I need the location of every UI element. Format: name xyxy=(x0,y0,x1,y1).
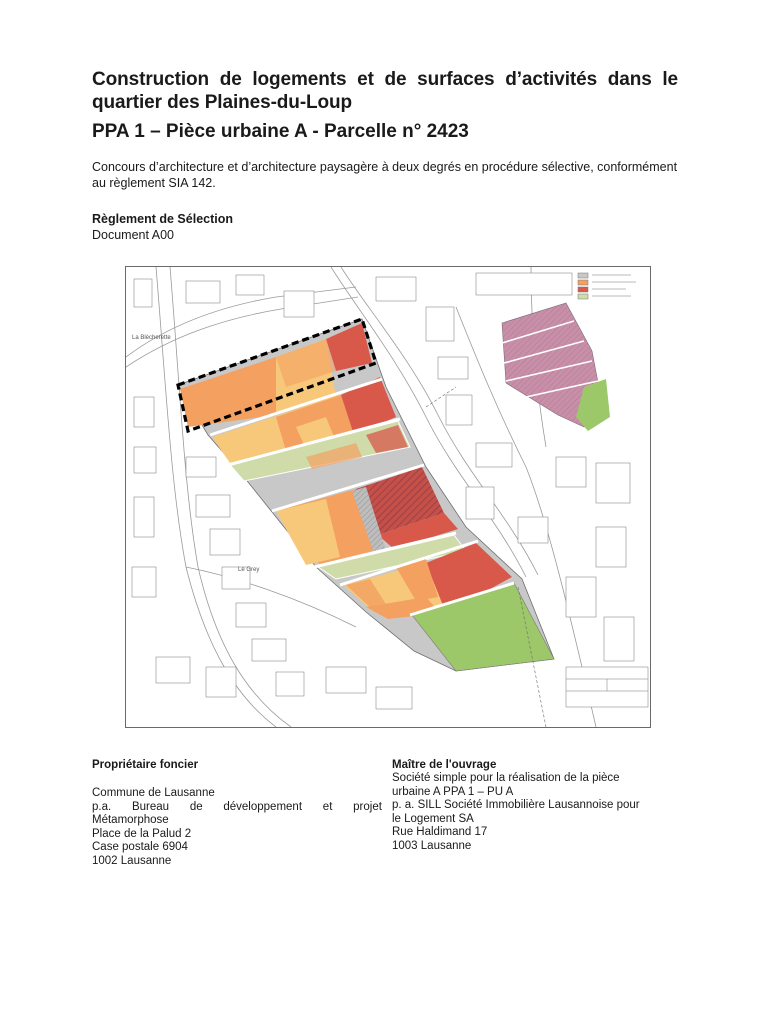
client-line: p. a. SILL Société Immobilière Lausannoise pour xyxy=(392,799,640,812)
place-label-2: Le Grey xyxy=(238,567,260,573)
client-heading: Maître de l'ouvrage xyxy=(392,759,497,771)
owner-heading: Propriétaire foncier xyxy=(92,759,199,771)
selection-document: Document A00 xyxy=(92,228,174,242)
place-label-1: La Blécherette xyxy=(132,335,171,341)
owner-line-text: p.a. Bureau de développement et projet xyxy=(92,800,382,813)
client-line: le Logement SA xyxy=(392,812,474,825)
owner-line: 1002 Lausanne xyxy=(92,854,172,867)
owner-line: Case postale 6904 xyxy=(92,841,188,854)
map-legend xyxy=(476,273,636,299)
owner-line xyxy=(92,801,382,815)
site-plan-map xyxy=(125,266,651,728)
document-title: Construction de logements et de surfaces d’activités dans le quartier des Plaines-du-Loup xyxy=(92,69,678,113)
owner-section xyxy=(92,758,382,869)
owner-line: Métamorphose xyxy=(92,814,169,827)
client-line: urbaine A PPA 1 – PU A xyxy=(392,785,514,798)
document-subtitle: PPA 1 – Pièce urbaine A - Parcelle n° 2423 xyxy=(92,121,469,142)
intro-paragraph: Concours d’architecture et d’architecture paysagère à deux degrés en procédure sélective, conformément au règlement SIA 142. xyxy=(92,160,678,190)
owner-line: Place de la Palud 2 xyxy=(92,827,192,840)
client-line: Rue Haldimand 17 xyxy=(392,826,488,839)
client-line: Société simple pour la réalisation de la pièce xyxy=(392,772,620,784)
selection-heading: Règlement de Sélection xyxy=(92,212,234,226)
owner-line: Commune de Lausanne xyxy=(92,787,215,799)
client-section xyxy=(392,758,682,854)
map-title-block xyxy=(566,667,648,707)
client-line: 1003 Lausanne xyxy=(392,839,472,852)
site-plan-drawing xyxy=(126,267,650,727)
